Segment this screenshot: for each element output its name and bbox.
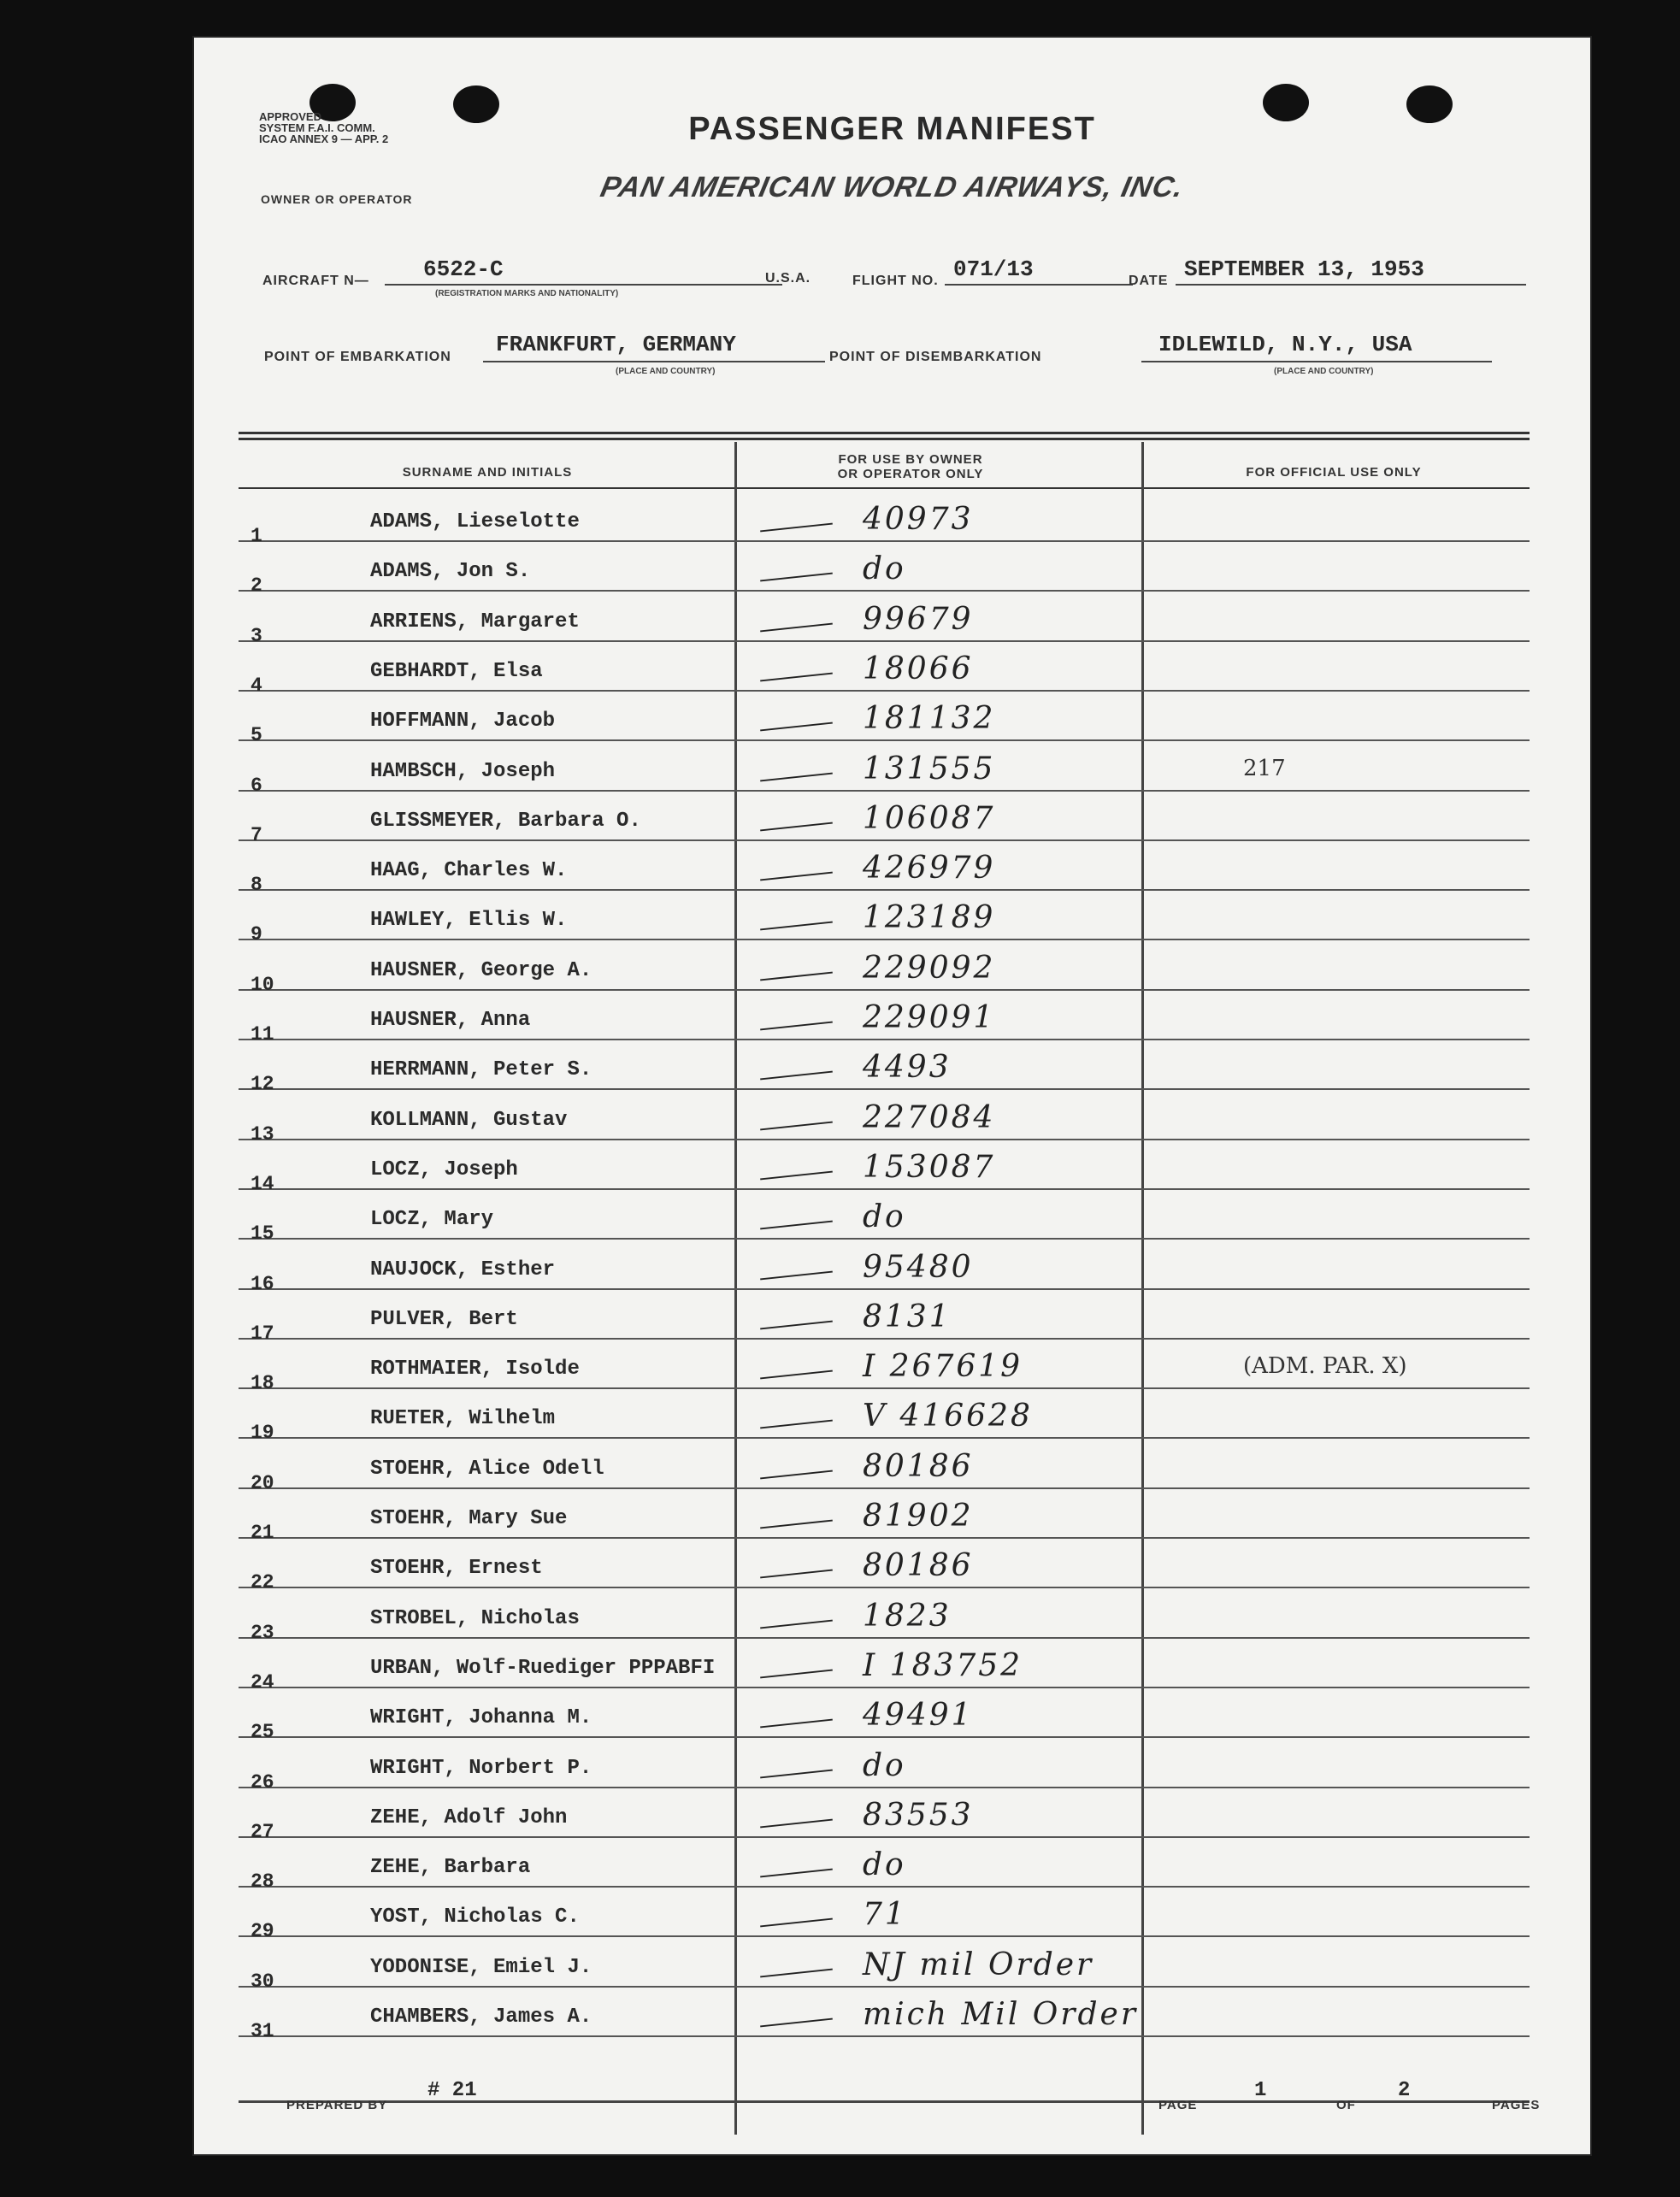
passenger-name: YOST, Nicholas C.: [370, 1905, 580, 1929]
table-row: [239, 1487, 1530, 1544]
operator-code: 131555: [863, 751, 996, 786]
operator-code: 99679: [863, 601, 974, 637]
table-row: [239, 1787, 1530, 1843]
check-mark: [760, 971, 833, 981]
row-number: 31: [251, 2020, 274, 2042]
row-number: 3: [251, 624, 262, 647]
operator-code: do: [863, 1847, 906, 1883]
check-mark: [760, 1570, 833, 1579]
operator-code: mich Mil Order: [863, 1997, 1139, 2032]
aircraft-value: 6522-C: [423, 256, 504, 282]
table-row: [239, 1188, 1530, 1246]
operator-code: I 267619: [863, 1349, 1023, 1385]
passenger-name: LOCZ, Joseph: [370, 1157, 518, 1181]
column-header-owner-use-line: OR OPERATOR ONLY: [837, 467, 984, 481]
operator-code: 106087: [863, 800, 996, 836]
passenger-name: STOEHR, Mary Sue: [370, 1507, 568, 1530]
check-mark: [760, 822, 833, 831]
passenger-name: STROBEL, Nicholas: [370, 1606, 580, 1630]
disembarkation-underline: [1141, 361, 1492, 362]
column-header-owner-use-line: FOR USE BY OWNER: [838, 452, 983, 467]
table-row: [239, 939, 1530, 996]
table-row: [239, 1737, 1530, 1794]
approval-line: SYSTEM F.A.I. COMM.: [259, 121, 375, 134]
page-total: 2: [1398, 2079, 1411, 2102]
check-mark: [760, 1769, 833, 1778]
row-number: 13: [251, 1122, 274, 1146]
passenger-name: ADAMS, Jon S.: [370, 560, 531, 584]
row-number: 24: [251, 1670, 274, 1693]
flight-underline: [945, 284, 1133, 286]
operator-code: 1823: [863, 1598, 952, 1634]
table-row: [239, 1587, 1530, 1644]
flight-value: 071/13: [953, 256, 1034, 282]
passenger-name: HOFFMANN, Jacob: [370, 710, 556, 733]
embarkation-underline: [483, 361, 825, 362]
row-number: 12: [251, 1073, 274, 1096]
official-note: 217: [1243, 755, 1286, 781]
table-row: [239, 1338, 1530, 1395]
passenger-name: STOEHR, Ernest: [370, 1557, 543, 1581]
row-number: 7: [251, 823, 262, 846]
operator-code: V 416628: [863, 1399, 1033, 1434]
row-number: 1: [251, 525, 262, 547]
check-mark: [760, 1370, 833, 1380]
embarkation-label: POINT OF EMBARKATION: [264, 350, 451, 364]
table-row: [239, 1039, 1530, 1096]
check-mark: [760, 1170, 833, 1180]
operator-code: 123189: [863, 900, 996, 936]
operator-code: 81902: [863, 1499, 974, 1534]
operator-code: 83553: [863, 1797, 974, 1833]
operator-code: do: [863, 1199, 906, 1235]
table-row: [239, 1089, 1530, 1146]
operator-code: 4493: [863, 1050, 952, 1086]
operator-code: 80186: [863, 1448, 974, 1484]
check-mark: [760, 1022, 833, 1031]
operator-code: do: [863, 1747, 906, 1783]
row-number: 21: [251, 1522, 274, 1544]
approval-line: APPROVED: [259, 110, 321, 123]
table-row: [239, 1537, 1530, 1594]
row-number: 30: [251, 1970, 274, 1993]
table-row: [239, 1986, 1530, 2042]
operator-code: 95480: [863, 1249, 974, 1285]
check-mark: [760, 1121, 833, 1130]
table-row: [239, 640, 1530, 697]
operator-code: 229092: [863, 950, 996, 986]
operator-code: 229091: [863, 1000, 996, 1035]
row-number: 5: [251, 724, 262, 747]
passenger-name: GLISSMEYER, Barbara O.: [370, 809, 641, 833]
disembarkation-value: IDLEWILD, N.Y., USA: [1158, 332, 1412, 357]
table-row: [239, 889, 1530, 946]
disembarkation-note: (PLACE AND COUNTRY): [1274, 367, 1374, 376]
prepared-by-label: PREPARED BY: [286, 2098, 388, 2112]
check-mark: [760, 672, 833, 681]
table-row: [239, 1687, 1530, 1744]
check-mark: [760, 1619, 833, 1629]
table-row: [239, 1836, 1530, 1894]
prepared-by-value: # 21: [427, 2079, 477, 2102]
check-mark: [760, 922, 833, 931]
passenger-name: WRIGHT, Norbert P.: [370, 1756, 592, 1780]
row-number: 2: [251, 574, 262, 598]
passenger-name: HAMBSCH, Joseph: [370, 759, 556, 783]
passenger-name: HAAG, Charles W.: [370, 859, 568, 883]
check-mark: [760, 622, 833, 632]
embarkation-value: FRANKFURT, GERMANY: [496, 332, 736, 357]
flight-label: FLIGHT NO.: [852, 274, 939, 288]
row-number: 19: [251, 1422, 274, 1445]
date-label: DATE: [1129, 274, 1169, 288]
check-mark: [760, 1669, 833, 1678]
check-mark: [760, 872, 833, 881]
table-row: [239, 1438, 1530, 1494]
row-number: 8: [251, 874, 262, 897]
passenger-name: URBAN, Wolf-Ruediger PPPABFI: [370, 1656, 716, 1680]
operator-code: 80186: [863, 1548, 974, 1584]
usa-label: U.S.A.: [765, 271, 811, 286]
passenger-name: WRIGHT, Johanna M.: [370, 1706, 592, 1730]
check-mark: [760, 1968, 833, 1977]
aircraft-underline: [385, 284, 782, 286]
passenger-name: KOLLMANN, Gustav: [370, 1108, 568, 1132]
check-mark: [760, 1520, 833, 1529]
passenger-name: HAUSNER, Anna: [370, 1009, 531, 1032]
operator-code: 71: [863, 1897, 907, 1933]
table-row: [239, 1936, 1530, 1993]
check-mark: [760, 2018, 833, 2028]
check-mark: [760, 772, 833, 781]
company-name: PAN AMERICAN WORLD AIRWAYS, INC.: [597, 171, 1188, 203]
column-header-official: FOR OFFICIAL USE ONLY: [1246, 465, 1422, 480]
page-label: PAGE: [1158, 2098, 1198, 2112]
manifest-sheet: [192, 36, 1592, 2156]
embarkation-note: (PLACE AND COUNTRY): [616, 367, 716, 376]
check-mark: [760, 1918, 833, 1928]
operator-code: 426979: [863, 851, 996, 886]
check-mark: [760, 1320, 833, 1329]
table-row: [239, 540, 1530, 598]
date-underline: [1176, 284, 1526, 286]
operator-code: 181132: [863, 701, 996, 737]
table-row: [239, 591, 1530, 647]
row-number: 9: [251, 923, 262, 946]
passenger-name: RUETER, Wilhelm: [370, 1407, 556, 1431]
passenger-name: ZEHE, Adolf John: [370, 1805, 568, 1829]
passenger-name: ARRIENS, Margaret: [370, 610, 580, 633]
passenger-name: HAWLEY, Ellis W.: [370, 909, 568, 933]
operator-code: NJ mil Order: [863, 1947, 1094, 1982]
passenger-name: CHAMBERS, James A.: [370, 2006, 592, 2029]
pages-label: PAGES: [1492, 2098, 1541, 2112]
table-row: [239, 690, 1530, 747]
row-number: 20: [251, 1471, 274, 1494]
passenger-name: YODONISE, Emiel J.: [370, 1955, 592, 1979]
passenger-name: HERRMANN, Peter S.: [370, 1058, 592, 1082]
aircraft-label: AIRCRAFT N—: [262, 274, 369, 288]
page-title: PASSENGER MANIFEST: [688, 111, 1096, 147]
passenger-name: STOEHR, Alice Odell: [370, 1457, 604, 1481]
row-number: 25: [251, 1721, 274, 1744]
header-bottom-rule: [239, 487, 1530, 489]
row-number: 23: [251, 1621, 274, 1644]
row-number: 17: [251, 1322, 274, 1345]
passenger-name: ROTHMAIER, Isolde: [370, 1358, 580, 1381]
passenger-name: HAUSNER, George A.: [370, 958, 592, 982]
passenger-name: NAUJOCK, Esther: [370, 1258, 556, 1281]
operator-code: 40973: [863, 502, 974, 537]
check-mark: [760, 1221, 833, 1230]
row-number: 28: [251, 1870, 274, 1894]
table-row: [239, 839, 1530, 897]
operator-code: do: [863, 551, 906, 587]
row-number: 18: [251, 1372, 274, 1395]
date-value: SEPTEMBER 13, 1953: [1184, 256, 1424, 282]
operator-code: I 183752: [863, 1647, 1023, 1683]
operator-code: 49491: [863, 1698, 974, 1734]
owner-label: OWNER OR OPERATOR: [261, 192, 413, 206]
passenger-name: PULVER, Bert: [370, 1307, 518, 1331]
table-row: [239, 1637, 1530, 1693]
row-number: 15: [251, 1222, 274, 1246]
operator-code: 153087: [863, 1149, 996, 1185]
column-header-name: SURNAME AND INITIALS: [402, 465, 573, 480]
disembarkation-label: POINT OF DISEMBARKATION: [829, 350, 1042, 364]
passenger-name: LOCZ, Mary: [370, 1208, 494, 1232]
official-note: (ADM. PAR. X): [1243, 1353, 1407, 1380]
page-number: 1: [1254, 2079, 1267, 2102]
table-row: [239, 740, 1530, 797]
check-mark: [760, 1071, 833, 1081]
table-row: [239, 790, 1530, 846]
registration-note: (REGISTRATION MARKS AND NATIONALITY): [435, 289, 619, 298]
check-mark: [760, 1420, 833, 1429]
row-number: 26: [251, 1770, 274, 1794]
check-mark: [760, 1869, 833, 1878]
table-row: [239, 989, 1530, 1045]
row-number: 27: [251, 1820, 274, 1843]
row-number: 22: [251, 1571, 274, 1594]
check-mark: [760, 523, 833, 533]
passenger-name: GEBHARDT, Elsa: [370, 659, 543, 683]
check-mark: [760, 1719, 833, 1729]
row-number: 11: [251, 1023, 274, 1045]
row-number: 4: [251, 674, 262, 697]
table-row: [239, 1239, 1530, 1295]
operator-code: 18066: [863, 651, 974, 686]
of-label: OF: [1336, 2098, 1356, 2112]
table-top-rule: [239, 432, 1530, 434]
passenger-name: ADAMS, Lieselotte: [370, 510, 580, 533]
operator-code: 227084: [863, 1099, 996, 1135]
row-number: 29: [251, 1920, 274, 1943]
table-top-rule: [239, 438, 1530, 440]
check-mark: [760, 1270, 833, 1280]
check-mark: [760, 722, 833, 732]
table-row: [239, 491, 1530, 547]
table-row: [239, 1139, 1530, 1195]
row-number: 10: [251, 973, 274, 996]
table-row: [239, 1387, 1530, 1445]
check-mark: [760, 1470, 833, 1479]
table-row: [239, 1288, 1530, 1345]
passenger-name: ZEHE, Barbara: [370, 1856, 531, 1880]
table-row: [239, 1886, 1530, 1943]
check-mark: [760, 1818, 833, 1828]
approval-line: ICAO ANNEX 9 — APP. 2: [259, 133, 389, 145]
check-mark: [760, 573, 833, 582]
row-number: 16: [251, 1272, 274, 1295]
row-number: 6: [251, 774, 262, 797]
operator-code: 8131: [863, 1299, 952, 1334]
column-header-owner-use: [740, 452, 1082, 481]
row-number: 14: [251, 1172, 274, 1195]
